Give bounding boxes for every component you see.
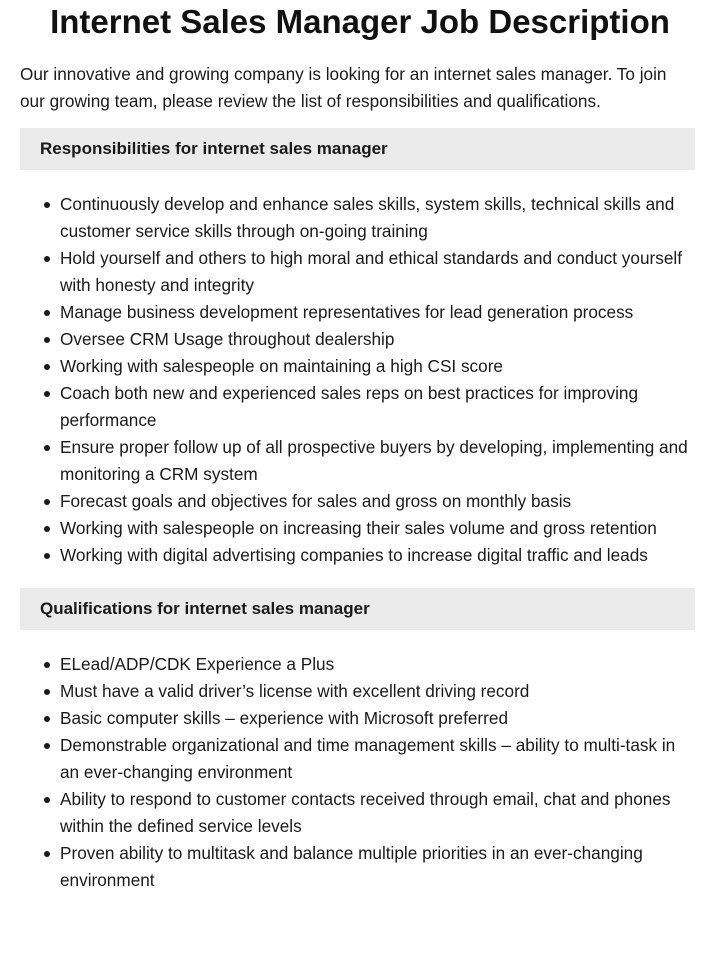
page-title: Internet Sales Manager Job Description	[50, 3, 670, 40]
list-item: Ability to respond to customer contacts received through email, chat and phones within the defined service levels	[60, 786, 696, 840]
intro-paragraph: Our innovative and growing company is looking for an internet sales manager. To join our growing team, please review the list of responsibilities and qualifications.	[20, 64, 667, 111]
responsibilities-list	[0, 191, 696, 569]
list-item: Working with salespeople on maintaining a high CSI score	[60, 353, 696, 380]
list-item: ELead/ADP/CDK Experience a Plus	[60, 651, 696, 678]
list-item: Basic computer skills – experience with Microsoft preferred	[60, 705, 696, 732]
qualifications-heading: Qualifications for internet sales manager	[20, 588, 695, 630]
qualifications-list	[0, 651, 696, 894]
responsibilities-heading: Responsibilities for internet sales manager	[20, 128, 695, 170]
list-item: Manage business development representatives for lead generation process	[60, 299, 696, 326]
list-item: Working with salespeople on increasing their sales volume and gross retention	[60, 515, 696, 542]
list-item: Proven ability to multitask and balance multiple priorities in an ever-changing environment	[60, 840, 696, 894]
list-item: Hold yourself and others to high moral and ethical standards and conduct yourself with honesty and integrity	[60, 245, 696, 299]
list-item: Ensure proper follow up of all prospective buyers by developing, implementing and monitoring a CRM system	[60, 434, 696, 488]
list-item: Forecast goals and objectives for sales and gross on monthly basis	[60, 488, 696, 515]
list-item: Coach both new and experienced sales reps on best practices for improving performance	[60, 380, 696, 434]
section-spacer	[0, 569, 720, 575]
list-item: Must have a valid driver’s license with excellent driving record	[60, 678, 696, 705]
list-item: Oversee CRM Usage throughout dealership	[60, 326, 696, 353]
list-item: Demonstrable organizational and time management skills – ability to multi-task in an ever-changing environment	[60, 732, 696, 786]
list-item: Working with digital advertising companies to increase digital traffic and leads	[60, 542, 696, 569]
list-item: Continuously develop and enhance sales skills, system skills, technical skills and customer service skills through on-going training	[60, 191, 696, 245]
